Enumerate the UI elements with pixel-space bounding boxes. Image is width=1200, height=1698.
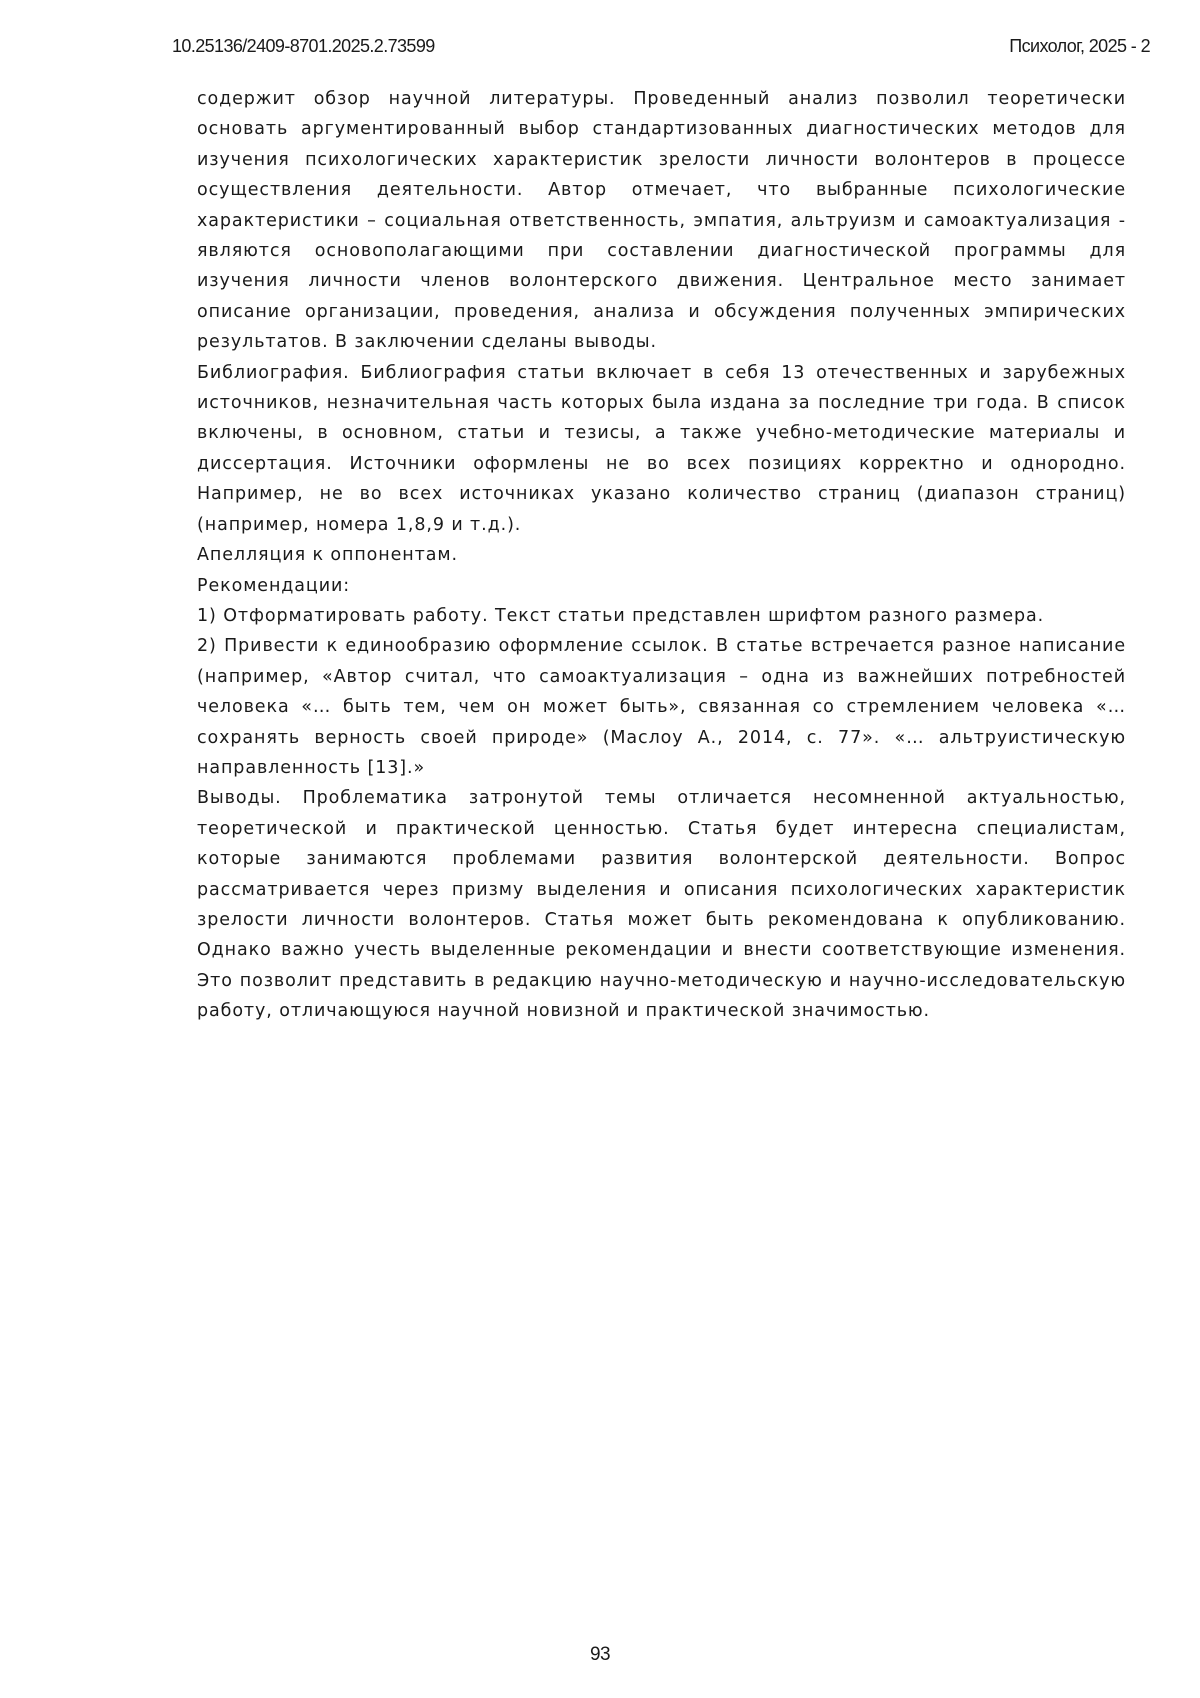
page-header <box>172 36 1150 60</box>
paragraph-literature-review: содержит обзор научной литературы. Проведенный анализ позволил теоретически основать аргументированный выбор стандартизованных диагностических методов для изучения психологических характеристик зрелости личности волонтеров в процессе осуществления деятельности. Автор отмечает, что выбранные психологические характеристики – социальная ответственность, эмпатия, альтруизм и самоактуализация - являются основополагающими при составлении диагностической программы для изучения личности членов волонтерского движения. Центральное место занимает описание организации, проведения, анализа и обсуждения полученных эмпирических результатов. В заключении сделаны выводы. <box>197 89 1126 353</box>
paragraph-recommendations-heading: Рекомендации: <box>197 575 351 596</box>
doi-label: 10.25136/2409-8701.2025.2.73599 <box>172 36 435 56</box>
journal-issue-label: Психолог, 2025 - 2 <box>1009 36 1150 56</box>
paragraph-appeal-to-opponents: Апелляция к оппонентам. <box>197 545 458 566</box>
paragraph-conclusions: Выводы. Проблематика затронутой темы отличается несомненной актуальностью, теоретической и практической ценностью. Статья будет интересна специалистам, которые занимаются проблемами развития волонтерской деятельности. Вопрос рассматривается через призму выделения и описания психологических характеристик зрелости личности волонтеров. Статья может быть рекомендована к опубликованию. Однако важно учесть выделенные рекомендации и внести соответствующие изменения. Это позволит представить в редакцию научно-методическую и научно-исследовательскую работу, отличающуюся научной новизной и практической значимостью. <box>197 788 1126 1022</box>
paragraph-bibliography: Библиография. Библиография статьи включает в себя 13 отечественных и зарубежных источников, незначительная часть которых была издана за последние три года. В список включены, в основном, статьи и тезисы, а также учебно-методические материалы и диссертация. Источники оформлены не во всех позициях корректно и однородно. Например, не во всех источниках указано количество страниц (диапазон страниц) (например, номера 1,8,9 и т.д.). <box>197 362 1126 535</box>
article-body <box>197 84 1126 1027</box>
paragraph-recommendation-2: 2) Привести к единообразию оформление ссылок. В статье встречается разное написание (например, «Автор считал, что самоактуализация – одна из важнейших потребностей человека «… быть тем, чем он может быть», связанная со стремлением человека «… сохранять верность своей природе» (Маслоу А., 2014, с. 77». «… альтруистическую направленность [13].» <box>197 636 1126 778</box>
page-number: 93 <box>590 1644 610 1665</box>
paragraph-recommendation-1: 1) Отформатировать работу. Текст статьи представлен шрифтом разного размера. <box>197 605 1045 626</box>
